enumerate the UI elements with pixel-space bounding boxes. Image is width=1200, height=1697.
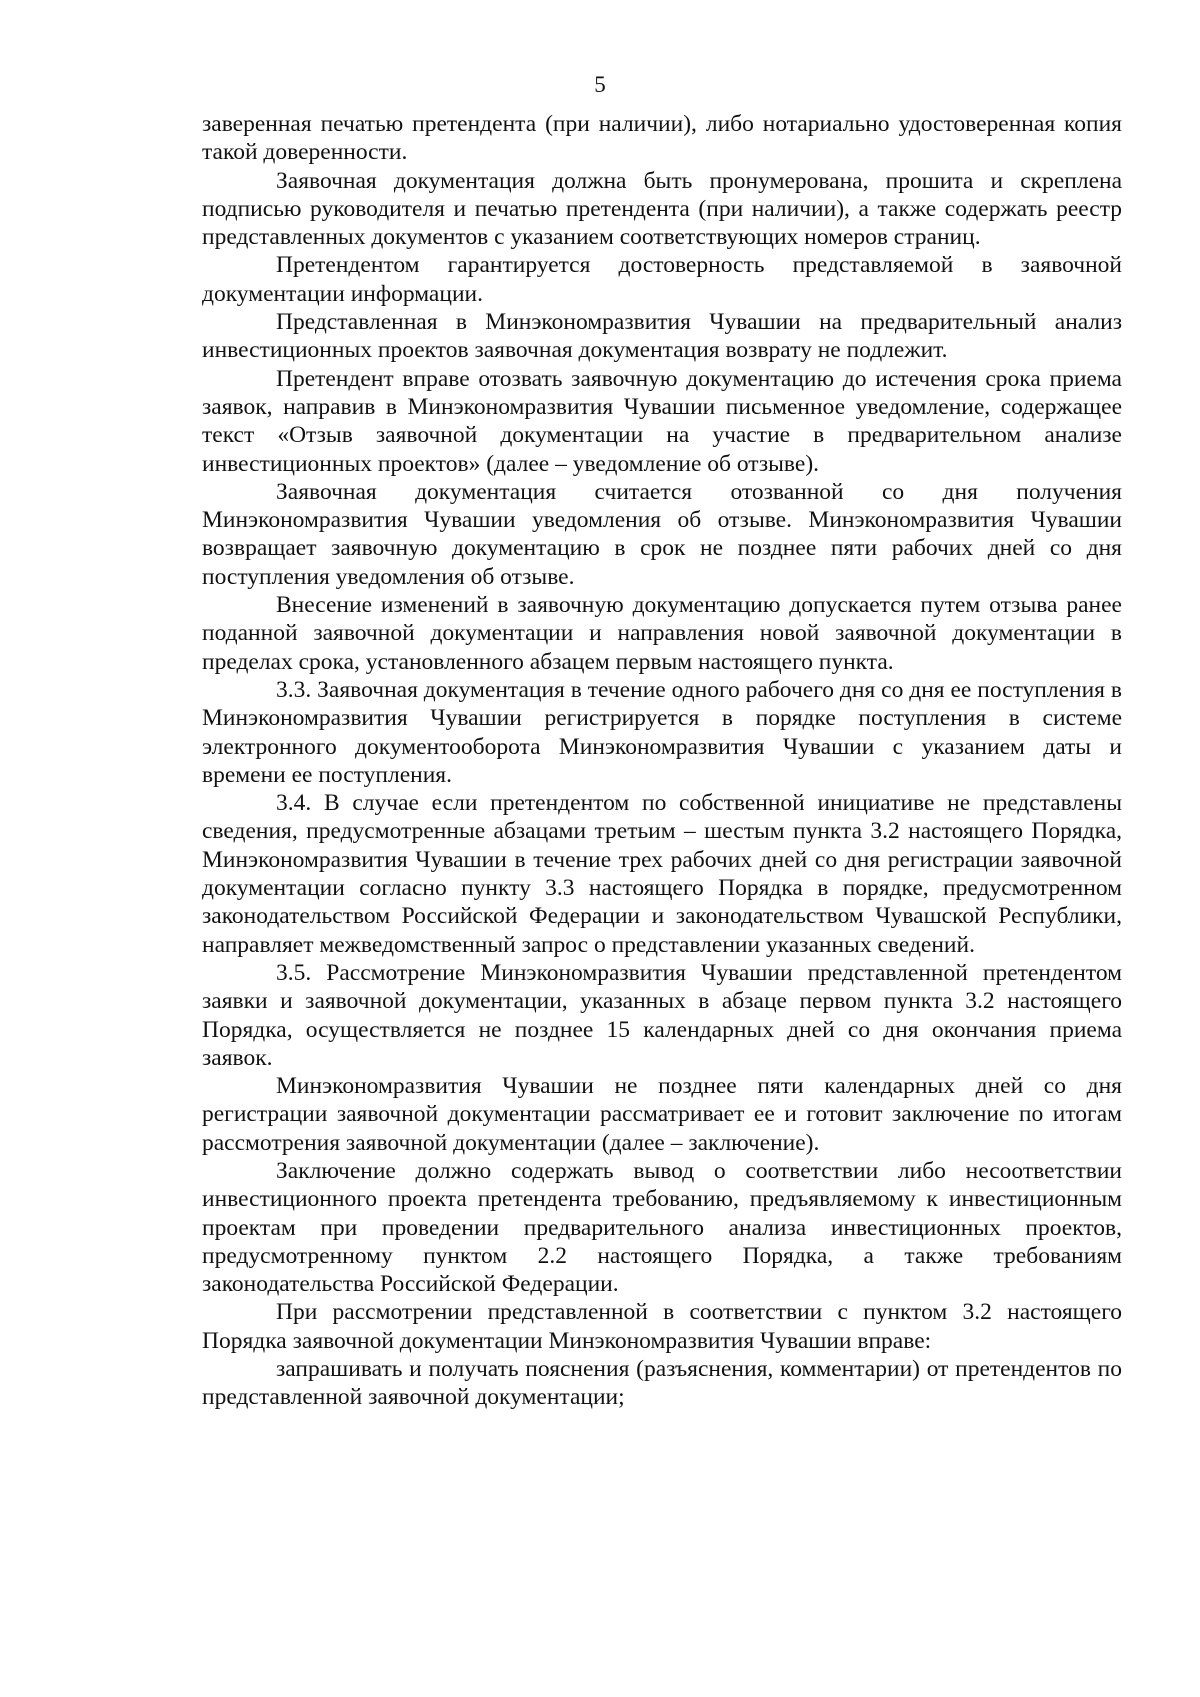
paragraph: заверенная печатью претендента (при наличии), либо нотариально удостоверенная копия такой доверенности.	[202, 111, 1122, 166]
paragraph: Заявочная документация считается отозванной со дня получения Минэкономразвития Чувашии уведомления об отзыве. Минэкономразвития Чувашии возвращает заявочную документацию в срок не позднее пяти рабочих дней со дня поступления уведомления об отзыве.	[202, 478, 1122, 590]
paragraph-clause-3-3: 3.3. Заявочная документация в течение одного рабочего дня со дня ее поступления в Минэкономразвития Чувашии регистрируется в порядке поступления в системе электронного документооборота Минэкономразвития Чувашии с указанием даты и времени ее поступления.	[202, 676, 1122, 788]
paragraph: запрашивать и получать пояснения (разъяснения, комментарии) от претендентов по представленной заявочной документации;	[202, 1356, 1122, 1411]
document-body	[202, 110, 1122, 1412]
paragraph: Минэкономразвития Чувашии не позднее пяти календарных дней со дня регистрации заявочной документации рассматривает ее и готовит заключение по итогам рассмотрения заявочной документации (далее – заключение).	[202, 1073, 1122, 1156]
paragraph: Заявочная документация должна быть пронумерована, прошита и скреплена подписью руководителя и печатью претендента (при наличии), а также содержать реестр представленных документов с указанием соответствующих номеров страниц.	[202, 167, 1122, 251]
page-number: 5	[594, 72, 606, 97]
paragraph: При рассмотрении представленной в соответствии с пунктом 3.2 настоящего Порядка заявочной документации Минэкономразвития Чувашии вправе:	[202, 1299, 1122, 1354]
paragraph-clause-3-5: 3.5. Рассмотрение Минэкономразвития Чувашии представленной претендентом заявки и заявочной документации, указанных в абзаце первом пункта 3.2 настоящего Порядка, осуществляется не позднее 15 календарных дней со дня окончания приема заявок.	[202, 959, 1122, 1071]
paragraph: Претендент вправе отозвать заявочную документацию до истечения срока приема заявок, направив в Минэкономразвития Чувашии письменное уведомление, содержащее текст «Отзыв заявочной документации на участие в предварительном анализе инвестиционных проектов» (далее – уведомление об отзыве).	[202, 365, 1122, 477]
paragraph: Внесение изменений в заявочную документацию допускается путем отзыва ранее поданной заявочной документации и направления новой заявочной документации в пределах срока, установленного абзацем первым настоящего пункта.	[202, 592, 1122, 675]
paragraph: Заключение должно содержать вывод о соответствии либо несоответствии инвестиционного проекта претендента требованию, предъявляемому к инвестиционным проектам при проведении предварительного анализа инвестиционных проектов, предусмотренному пунктом 2.2 настоящего Порядка, а также требованиям законодательства Российской Федерации.	[202, 1157, 1122, 1298]
paragraph-clause-3-4: 3.4. В случае если претендентом по собственной инициативе не представлены сведения, предусмотренные абзацами третьим – шестым пункта 3.2 настоящего Порядка, Минэкономразвития Чувашии в течение трех рабочих дней со дня регистрации заявочной документации согласно пункту 3.3 настоящего Порядка в порядке, предусмотренном законодательством Российской Федерации и законодательством Чувашской Республики, направляет межведомственный запрос о представлении указанных сведений.	[202, 790, 1122, 958]
paragraph: Претендентом гарантируется достоверность представляемой в заявочной документации информации.	[202, 252, 1122, 307]
paragraph: Представленная в Минэкономразвития Чувашии на предварительный анализ инвестиционных проектов заявочная документация возврату не подлежит.	[202, 309, 1122, 364]
